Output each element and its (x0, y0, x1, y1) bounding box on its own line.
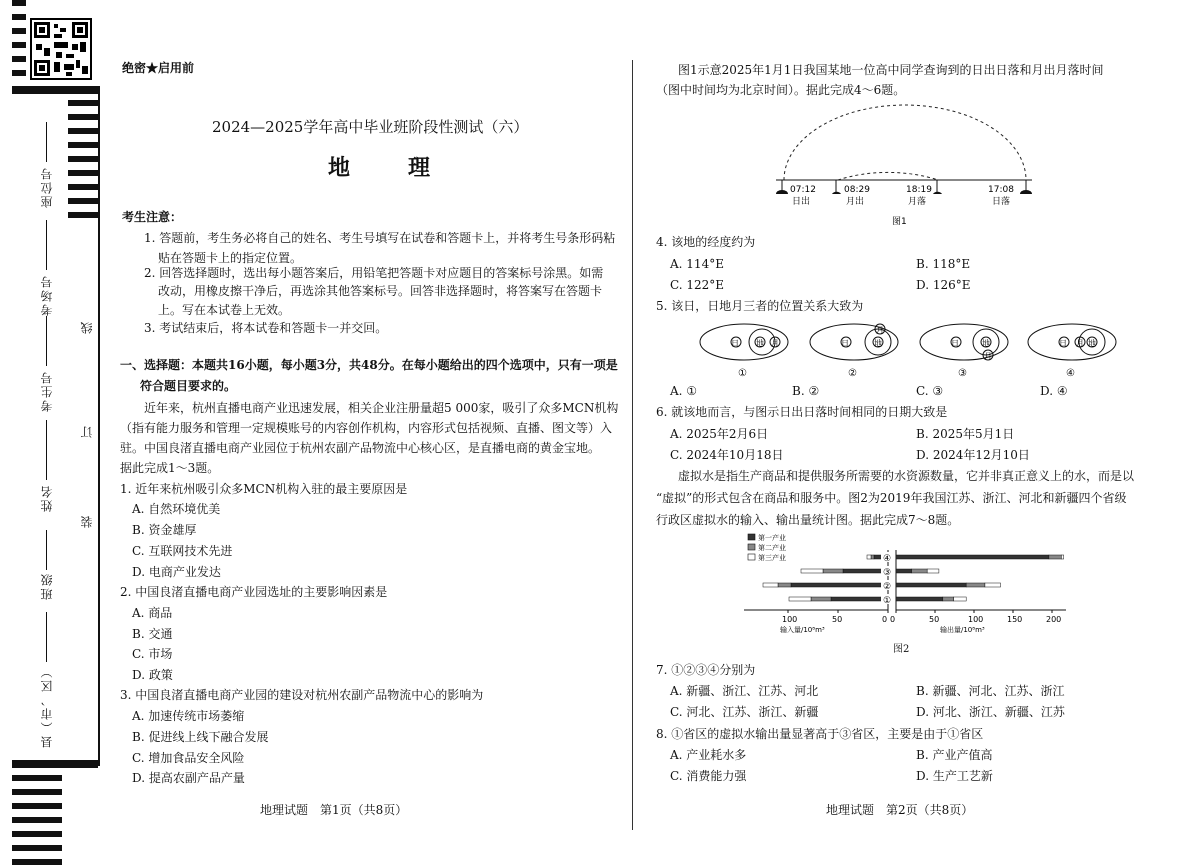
passage-line: 据此完成1～3题。 (120, 461, 220, 475)
cut-bind-label: 装 (80, 514, 94, 528)
q4-option-b: B. 118°E (916, 257, 971, 271)
exam-title: 2024—2025学年高中毕业班阶段性测试（六） (212, 118, 529, 136)
q2-option-d: D. 政策 (132, 668, 173, 682)
sunset-label: 日落 (992, 197, 1011, 207)
input-bar (763, 583, 778, 587)
svg-text:④: ④ (1066, 368, 1075, 379)
input-bar (871, 555, 874, 559)
q5-orbit-diagrams (696, 318, 1126, 380)
notice-item-3: 3. 考试结束后，将本试卷和答题卡一并交回。 (144, 321, 388, 335)
subject-title: 地 理 (328, 155, 449, 181)
exam-number-label: 考生号 (40, 370, 54, 412)
svg-text:地: 地 (1088, 339, 1096, 348)
orbit-option-4 (1028, 324, 1116, 379)
output-tick-label: 100 (968, 615, 984, 624)
output-bar (927, 569, 939, 573)
question-2: 2. 中国良渚直播电商产业园选址的主要影响因素是 (120, 585, 388, 599)
sunset-icon (1020, 180, 1032, 194)
orbit-option-3 (920, 324, 1008, 379)
figure-2-caption: 图2 (893, 644, 910, 655)
output-bar (912, 569, 928, 573)
svg-text:月: 月 (1076, 339, 1084, 348)
svg-text:地: 地 (874, 339, 882, 348)
input-bar (811, 597, 831, 601)
moonrise-label: 月出 (846, 197, 865, 207)
notice-title: 考生注意： (122, 210, 183, 224)
passage-line: 驻。中国良渚直播电商产业园位于杭州农副产品物流中心核心区，是直播电商的黄金宝地。 (120, 441, 601, 455)
cut-order-label: 订 (80, 424, 94, 438)
q5-option-a: A. ① (670, 384, 698, 398)
output-axis-label: 输出量/10⁸m³ (940, 626, 985, 634)
output-bar (896, 583, 966, 587)
q6-option-d: D. 2024年12月10日 (916, 448, 1030, 462)
passage-line: “虚拟”的形式包含在商品和服务中。图2为2019年我国江苏、浙江、河北和新疆四个省级 (656, 491, 1127, 505)
category-label: ③ (883, 568, 892, 578)
input-tick-label: 100 (782, 615, 798, 624)
notice-item-1a: 1. 答题前，考生务必将自己的姓名、考生号填写在试卷和答题卡上，并将考生号条形码粘 (144, 231, 616, 245)
column-divider (632, 60, 633, 830)
q6-option-b: B. 2025年5月1日 (916, 427, 1015, 441)
input-bar (867, 555, 871, 559)
output-tick-label: 50 (929, 615, 940, 624)
q4-option-d: D. 126°E (916, 278, 971, 292)
page-footer-right: 地理试题 第2页（共8页） (826, 803, 974, 817)
moonset-time: 18:19 (906, 185, 932, 195)
svg-text:地: 地 (756, 339, 764, 348)
q5-option-c: C. ③ (916, 384, 944, 398)
moonrise-icon (832, 180, 841, 194)
input-bar (789, 597, 811, 601)
q3-option-d: D. 提高农副产品产量 (132, 771, 245, 785)
svg-text:日: 日 (841, 339, 849, 348)
binding-strip (12, 0, 100, 868)
legend-swatch (748, 534, 755, 540)
svg-text:③: ③ (958, 368, 967, 379)
moonset-icon (933, 180, 942, 194)
q1-option-b: B. 资金雄厚 (132, 523, 197, 537)
question-7: 7. ①②③④分别为 (656, 663, 756, 677)
notice-item-2c: 上。写在本试卷上无效。 (158, 303, 291, 317)
q7-option-b: B. 新疆、河北、江苏、浙江 (916, 684, 1065, 698)
question-3: 3. 中国良渚直播电商产业园的建设对杭州农副产品物流中心的影响为 (120, 688, 484, 702)
figure-1-diagram (760, 100, 1040, 230)
q8-option-c: C. 消费能力强 (670, 769, 747, 783)
svg-text:地: 地 (982, 339, 990, 348)
sunrise-label: 日出 (792, 197, 811, 207)
q3-option-a: A. 加速传统市场萎缩 (132, 709, 245, 723)
q2-option-a: A. 商品 (132, 606, 173, 620)
output-bar (954, 597, 966, 601)
input-bar (831, 597, 888, 601)
exam-room-label: 考场号 (40, 274, 54, 316)
class-label: 班级 (40, 572, 54, 600)
category-label: ① (883, 596, 892, 606)
q6-option-a: A. 2025年2月6日 (670, 427, 769, 441)
svg-text:②: ② (848, 368, 857, 379)
passage-line: （指有能力服务和管理一定规模账号的内容创作机构，内容形式包括视频、直播、图文等）入 (120, 421, 613, 435)
orbit-option-2 (810, 324, 898, 379)
output-bar (985, 583, 1001, 587)
q4-option-c: C. 122°E (670, 278, 725, 292)
notice-item-2b: 改动，用橡皮擦干净后，再选涂其他答案标号。回答非选择题时，将答案写在答题卡 (158, 284, 603, 298)
passage-line: 近年来，杭州直播电商产业迅速发展，相关企业注册量超5 000家，吸引了众多MCN机构 (144, 401, 619, 415)
q7-option-d: D. 河北、浙江、新疆、江苏 (916, 705, 1065, 719)
q6-option-c: C. 2024年10月18日 (670, 448, 784, 462)
q2-option-b: B. 交通 (132, 627, 173, 641)
page-footer-left: 地理试题 第1页（共8页） (260, 803, 408, 817)
cut-line-label: 线 (80, 320, 94, 334)
q8-option-a: A. 产业耗水多 (670, 748, 747, 762)
svg-text:日: 日 (1059, 339, 1067, 348)
input-tick-label: 0 (882, 615, 888, 624)
q8-option-b: B. 产业产值高 (916, 748, 993, 762)
q2-option-c: C. 市场 (132, 647, 173, 661)
intro-line-1: 图1示意2025年1月1日我国某地一位高中同学查询到的日出日落和月出月落时间 (678, 63, 1104, 77)
moonset-label: 月落 (908, 197, 927, 207)
q1-option-a: A. 自然环境优美 (132, 502, 221, 516)
sun-arc (784, 105, 1026, 180)
q5-option-d: D. ④ (1040, 384, 1068, 398)
question-4: 4. 该地的经度约为 (656, 235, 756, 249)
output-tick-label: 150 (1007, 615, 1023, 624)
legend-label: 第三产业 (758, 554, 786, 562)
q3-option-c: C. 增加食品安全风险 (132, 751, 245, 765)
q8-option-d: D. 生产工艺新 (916, 769, 993, 783)
section-heading: 一、选择题：本题共16小题，每小题3分，共48分。在每小题给出的四个选项中，只有一项是 (120, 358, 618, 372)
passage-line: 行政区虚拟水的输入、输出量统计图。据此完成7～8题。 (656, 513, 960, 527)
q4-option-a: A. 114°E (670, 257, 724, 271)
legend-swatch (748, 554, 755, 560)
name-label: 姓名 (40, 484, 54, 512)
intro-line-2: （图中时间均为北京时间）。据此完成4～6题。 (656, 83, 906, 97)
category-label: ② (883, 582, 892, 592)
input-bar (823, 569, 843, 573)
q1-option-d: D. 电商产业发达 (132, 565, 221, 579)
question-6: 6. 就该地而言，与图示日出日落时间相同的日期大致是 (656, 405, 948, 419)
notice-item-2a: 2. 回答选择题时，选出每小题答案后，用铅笔把答题卡对应题目的答案标号涂黑。如需 (144, 266, 604, 280)
svg-text:月: 月 (771, 339, 779, 348)
svg-text:日: 日 (731, 339, 739, 348)
sunrise-icon (776, 180, 788, 194)
q1-option-c: C. 互联网技术先进 (132, 544, 233, 558)
question-8: 8. ①省区的虚拟水输出量显著高于③省区，主要是由于①省区 (656, 727, 984, 741)
question-5: 5. 该日，日地月三者的位置关系大致为 (656, 299, 864, 313)
q3-option-b: B. 促进线上线下融合发展 (132, 730, 269, 744)
input-tick-label: 50 (832, 615, 843, 624)
section-heading-cont: 符合题目要求的。 (140, 379, 237, 393)
moon-arc (838, 172, 938, 180)
county-label: 县（市、区） (40, 664, 54, 748)
svg-text:月: 月 (876, 326, 884, 335)
category-label: ④ (883, 554, 892, 564)
passage-line: 虚拟水是指生产商品和提供服务所需要的水资源数量，它并非真正意义上的水，而是以 (678, 469, 1135, 483)
confidential-label: 绝密★启用前 (122, 61, 195, 75)
output-bar (896, 569, 912, 573)
legend-label: 第一产业 (758, 534, 786, 542)
output-bar (1061, 555, 1063, 559)
legend-swatch (748, 544, 755, 550)
input-bar (801, 569, 823, 573)
output-bar (896, 597, 943, 601)
legend-label: 第二产业 (758, 544, 786, 552)
q7-option-c: C. 河北、江苏、浙江、新疆 (670, 705, 819, 719)
figure-1-caption: 图1 (892, 217, 907, 227)
moonrise-time: 08:29 (844, 185, 870, 195)
output-bar (896, 555, 1049, 559)
sunrise-time: 07:12 (790, 185, 816, 195)
input-axis-label: 输入量/10⁸m³ (780, 626, 825, 634)
svg-text:日: 日 (951, 339, 959, 348)
output-tick-label: 0 (890, 615, 896, 624)
svg-text:月: 月 (984, 352, 992, 361)
svg-text:①: ① (738, 368, 747, 379)
sunset-time: 17:08 (988, 185, 1014, 195)
output-bar (966, 583, 985, 587)
input-bar (791, 583, 888, 587)
input-bar (778, 583, 791, 587)
notice-item-1b: 贴在答题卡上的指定位置。 (158, 251, 303, 265)
q5-option-b: B. ② (792, 384, 820, 398)
output-tick-label: 200 (1046, 615, 1062, 624)
output-bar (943, 597, 954, 601)
q7-option-a: A. 新疆、浙江、江苏、河北 (670, 684, 819, 698)
orbit-option-1 (700, 324, 788, 379)
output-bar (1049, 555, 1061, 559)
question-1: 1. 近年来杭州吸引众多MCN机构入驻的最主要原因是 (120, 482, 408, 496)
seat-number-label: 座位号 (40, 166, 54, 208)
